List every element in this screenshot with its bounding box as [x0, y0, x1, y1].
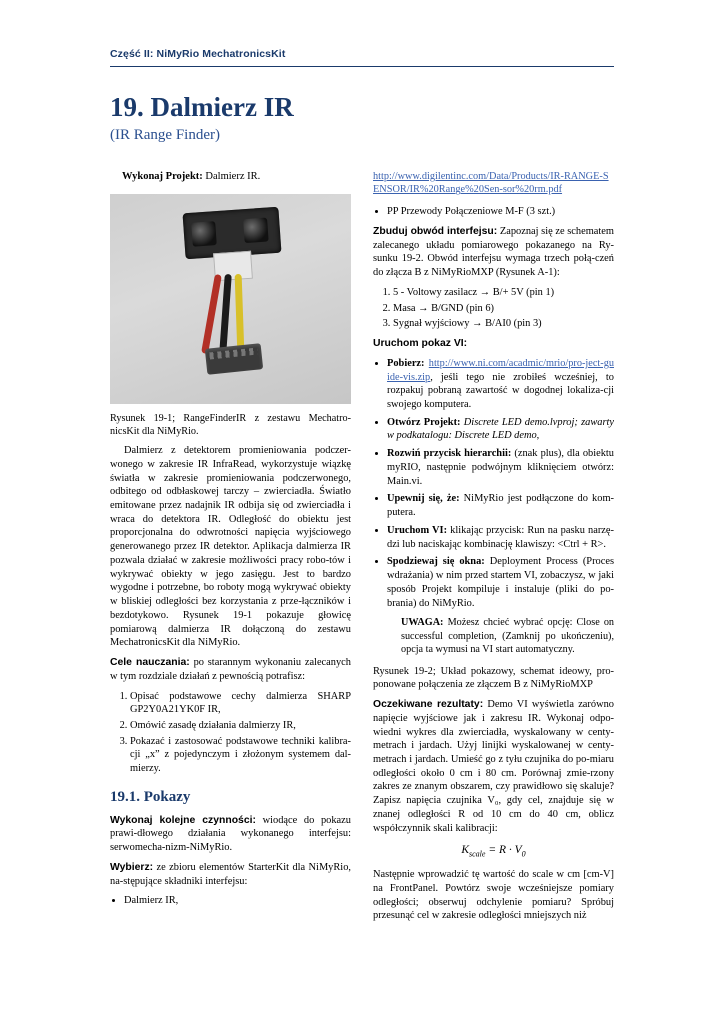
step-text: NiMyRio jest podłączone do kom-putera. — [387, 493, 614, 519]
list-item: 1. 5 - Voltowy zasilacz → B/+ 5V (pin 1) — [393, 286, 614, 300]
step-text: , jeśli tego nie zrobiłeś wcześniej, to rozpakuj pobraną zawartość w dogodnej lokaliza-cji swojego komputera. — [387, 371, 614, 410]
page-content — [110, 48, 614, 929]
header-divider — [110, 66, 614, 67]
learning-goals-label: Cele nauczania: — [110, 657, 190, 669]
learning-goals-list — [110, 690, 351, 776]
results-label: Oczekiwane rezultaty: — [373, 699, 484, 711]
run-demo-label: Uruchom pokaz VI: — [373, 338, 468, 350]
parts-list — [373, 205, 614, 219]
run-steps-list — [373, 357, 614, 610]
list-item — [387, 492, 614, 519]
datasheet-link[interactable]: http://www.digilentinc.com/Data/Products/IR-RANGE-SENSOR/IR%20Range%20Sen-sor%20rm.pdf — [373, 170, 609, 196]
learning-goals-line — [110, 656, 351, 683]
learning-goals-intro: po starannym wykonaniu zalecanych w tym rozdziale działań z pewnością potrafisz: — [110, 657, 351, 682]
download-link[interactable]: http://www.ni.com/acadmic/mrio/pro-ject-guide-vis.zip — [387, 357, 614, 383]
cable-connector — [205, 343, 263, 375]
do-next-paragraph — [110, 814, 351, 855]
step-text: (znak plus), dla obiektu myRIO, następnie podwójnym kliknięciem otwórz: Main.vi. — [387, 448, 614, 487]
sensor-emitter-lens — [191, 221, 217, 247]
page-subtitle: (IR Range Finder) — [110, 126, 220, 143]
figure-1-caption: Rysunek 19-1; RangeFinderIR z zestawu Mechatro-nicsKit dla NiMyRio. — [110, 412, 351, 437]
list-item — [387, 447, 614, 488]
step-text: klikając przycisk: Run na pasku narzę-dzi lub naciskając kombinację klawiszy: <Ctrl + R>. — [387, 524, 614, 550]
build-text: Zapoznaj się ze schematem zalecanego układu pomiarowego pokazanego na Ry-sunku 19-2. Obwód interfejsu wymaga trzech połą-czeń do złącza B z NiMyRioMXP (Rysunek A-1): — [373, 225, 614, 279]
step-text: Discrete LED demo.lvproj; zawarty w podkatalogu: Discrete LED demo, — [387, 416, 614, 442]
left-column — [110, 170, 351, 914]
do-next-text: wiodące do pokazu prawi-dłowego działania wykonanego interfejsu: serwomecha-nizm-NiMyRio. — [110, 814, 351, 854]
step-label: Uruchom VI: — [387, 524, 448, 536]
build-label: Zbuduj obwód interfejsu: — [373, 225, 498, 237]
wire-red — [201, 274, 222, 354]
results-paragraph — [373, 698, 614, 835]
choose-text: ze zbioru elementów StarterKit dla NiMyRio, na-stępujące składniki interfejsu: — [110, 861, 351, 887]
list-item: 3. Pokazać i zastosować podstawowe techniki kalibra-cji „x” z pojedynczym i złożonym systemem dal-mierzy. — [130, 735, 351, 776]
list-item — [387, 416, 614, 443]
task-label: Wykonaj Projekt: — [122, 170, 203, 182]
list-item — [387, 524, 614, 551]
step-text: Deployment Process (Proces wdrażania) w nim przed startem VI, zobaczysz, w jaki sposób Projekt kompiluje i instaluje (pliki do po-brania) do NiMyRio. — [387, 556, 615, 609]
list-item: • Dalmierz IR, — [124, 894, 351, 908]
calibration-formula: $K_{scale} = R \cdot V_0$ — [461, 844, 526, 859]
step-label: Upewnij się, że: — [387, 493, 460, 505]
choose-paragraph — [110, 861, 351, 888]
list-item: • PP Przewody Połączeniowe M-F (3 szt.) — [387, 205, 614, 219]
sensor-body-shape — [183, 206, 282, 259]
wire-black — [219, 273, 232, 353]
list-item — [387, 555, 614, 610]
running-head: Część II: NiMyRio MechatronicsKit — [110, 48, 286, 60]
page-title: 19. Dalmierz IR — [110, 92, 294, 122]
components-list — [110, 894, 351, 908]
section-heading-19-1: 19.1. Pokazy — [110, 788, 191, 805]
figure-2-caption: Rysunek 19-2; Układ pokazowy, schemat ideowy, pro-ponowane połączenia ze złączem B z NiMyRioMXP — [373, 665, 614, 691]
connections-list — [373, 286, 614, 331]
list-item: 2. Masa → B/GND (pin 6) — [393, 302, 614, 316]
two-column-layout — [110, 170, 614, 930]
right-column — [373, 170, 614, 930]
sensor-detector-lens — [243, 217, 269, 243]
step-label: Spodziewaj się okna: — [387, 556, 485, 568]
range-finder-photo — [110, 194, 351, 404]
step-label: Rozwiń przycisk hierarchii: — [387, 448, 512, 460]
do-next-label: Wykonaj kolejne czynności: — [110, 814, 256, 826]
build-paragraph — [373, 225, 614, 280]
list-item — [387, 357, 614, 412]
list-item: 2. Omówić zasadę działania dalmierzy IR, — [130, 719, 351, 733]
note-block — [401, 616, 614, 656]
list-item: 1. Opisać podstawowe cechy dalmierza SHARP GP2Y0A21YK0F IR, — [130, 690, 351, 717]
results-text: Demo VI wyświetla zarówno napięcie wyjściowe jak i zakresu IR. Wykonaj odpo-wiedni wykres dla zwierciadła, wyskalowany w centy-metrach i jardach. Użyj linijki wyskalowanej w centy-metrach i jardach. Umieść go z tyłu czujnika do po-miaru odległości około 0 cm i 80 cm. Porównaj zmie-rzony zakres ze znanym obszarem, czy prawidłowo się skaluje? Zapisz napięcia czujnika V₀, gdy cel, znajduje się w znanej odległości R od 10 cm do 40 cm, oblicz współczynnik skali kalibracji: — [373, 699, 614, 834]
step-label: Pobierz: — [387, 357, 425, 369]
task-line — [122, 170, 351, 184]
wire-yellow — [235, 273, 245, 353]
choose-label: Wybierz: — [110, 861, 154, 873]
step-label: Otwórz Projekt: — [387, 416, 461, 428]
list-item: 3. Sygnał wyjściowy → B/AI0 (pin 3) — [393, 317, 614, 331]
paragraph-description: Dalmierz z detektorem promieniowania podczer-wonego w zakresie IR InfraRead, wykorzystuje wiązkę światła w zakresie promieniowania podczerwonego, odbitego od odbłaskowej tarczy – zwierciadła. Światło emitowane przez nadajnik IR odbija się od zwierciadła i wraca do detektora IR. Odległość do obiektu jest proporcjonalna do odwrotności napięcia wyjściowego generowanego przez IR detektor. Aplikacja dalmierza IR pozwala działać w zakresie możliwości pracy robo-tów i wykrywać obiekty w jego zasięgu. Jest to bardzo wygodne i potrzebne, bo roboty mogą wykrywać obiekty w bliskiej odległości bez korzystania z prze-łączników i bezdotykowo. Rysunek 19-1 pokazuje głowicę pomiarową dalmierza IR dołączoną do zestawu MechatronicsKit dla NiMyRio. — [110, 445, 351, 649]
note-label: UWAGA: — [401, 617, 444, 629]
note-text: Możesz chcieć wybrać opcję: Close on successful completion, (Zamknij po ukończeniu), opcja ta wymusi na VI start automatyczny. — [401, 617, 615, 656]
task-value: Dalmierz IR. — [205, 170, 261, 182]
closing-paragraph: Następnie wprowadzić tę wartość do scale w cm [cm-V] na FrontPanel. Powtórz swoje wcześniejsze pomiary odległości; obserwuj odchylenie pomiaru? Spróbuj przesunąć cel w zakresie odległości mniejszych niż — [373, 869, 614, 922]
